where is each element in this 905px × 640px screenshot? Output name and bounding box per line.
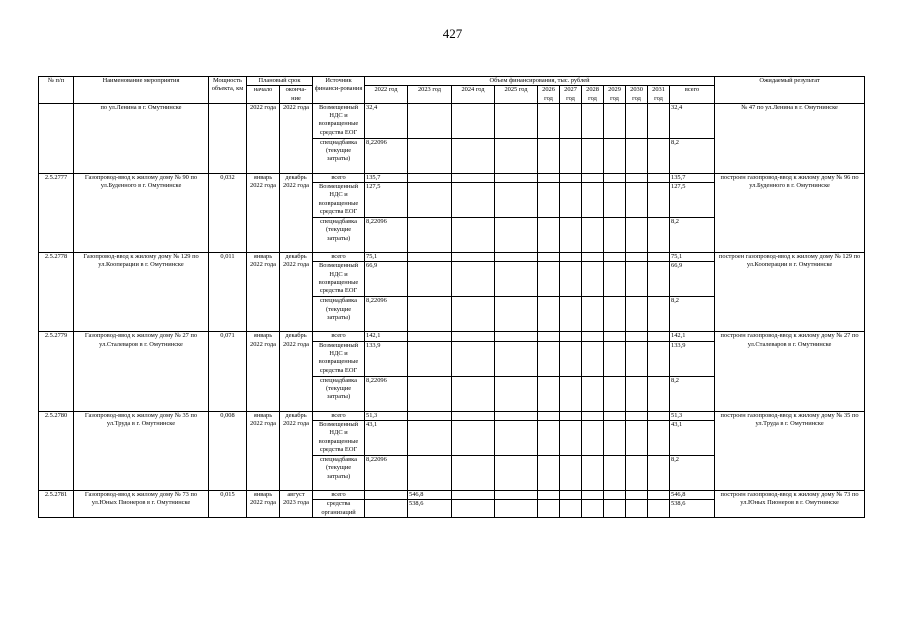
source-label: спецнадбавка (текущие затраты) [313, 297, 365, 332]
start-date: 2022 года [247, 103, 280, 173]
table-row: 2.5.2781 Газопровод-ввод к жилому дому № 73 по ул.Юных Пионеров в г. Омутнинске 0,015 январь 2022 года август 2023 года всего 546,8 546,8 построен газопровод-ввод к жилому дому № 73 по ул.Юных Пионеров в г. Омутнинске [39, 491, 865, 500]
project-num: 2.5.2778 [39, 253, 74, 332]
source-label: средства организаций [313, 500, 365, 518]
table-row: 2.5.2779 Газопровод-ввод к жилому дому № 27 по ул.Сталеваров в г. Омутнинске 0,071 январь 2022 года декабрь 2022 года всего 142,1 142,1 построен газопровод-ввод к жилому дому № 27 по ул.Сталеваров в г. Омутнинске [39, 332, 865, 341]
page-number: 427 [442, 26, 463, 41]
table-row: Возмещенный НДС и возвращенные средства ЕОГ 43,1 43,1 [39, 421, 865, 456]
funding-table [38, 76, 865, 518]
table-row: Возмещенный НДС и возвращенные средства ЕОГ 127,5 127,5 [39, 183, 865, 218]
col-plan-term-header: Плановый срок [247, 77, 313, 86]
col-funding-header: Объем финансирования, тыс. рублей [365, 77, 715, 86]
year-header: 2031 год [648, 86, 670, 104]
start-date: январь 2022 года [247, 332, 280, 411]
col-source-header: Источник финанси-рования [313, 77, 365, 104]
source-label: Возмещенный НДС и возвращенные средства ЕОГ [313, 262, 365, 297]
year-header: 2023 год [408, 86, 452, 104]
year-header: 2022 год [365, 86, 408, 104]
project-num: 2.5.2780 [39, 411, 74, 490]
source-label: всего [313, 491, 365, 500]
col-capacity-header: Мощность объекта, км [209, 77, 247, 104]
source-label: спецнадбавка (текущие затраты) [313, 218, 365, 253]
expected-result: № 47 по ул.Ленина в г. Омутнинске [715, 103, 865, 173]
table-row: спецнадбавка (текущие затраты) 8,22096 8,2 [39, 218, 865, 253]
expected-result: построен газопровод-ввод к жилому дому № 96 по ул.Буденного в г. Омутнинске [715, 173, 865, 252]
end-date: декабрь 2022 года [280, 332, 313, 411]
source-label: Возмещенный НДС и возвращенные средства ЕОГ [313, 183, 365, 218]
year-header: 2028 год [582, 86, 604, 104]
end-date: август 2023 года [280, 491, 313, 518]
start-date: январь 2022 года [247, 173, 280, 252]
col-num-header: № п/п [39, 77, 74, 104]
col-name-header: Наименование мероприятия [74, 77, 209, 104]
source-label: спецнадбавка (текущие затраты) [313, 456, 365, 491]
project-name: Газопровод-ввод к жилому дому № 27 по ул.Сталеваров в г. Омутнинске [74, 332, 209, 411]
end-date: декабрь 2022 года [280, 411, 313, 490]
table-row: спецнадбавка (текущие затраты) 8,22096 8,2 [39, 297, 865, 332]
end-date: 2022 года [280, 103, 313, 173]
project-num: 2.5.2781 [39, 491, 74, 518]
project-name: Газопровод-ввод к жилому дому № 73 по ул.Юных Пионеров в г. Омутнинске [74, 491, 209, 518]
table-row: спецнадбавка (текущие затраты) 8,22096 8,2 [39, 456, 865, 491]
expected-result: построен газопровод-ввод к жилому дому № 129 по ул.Кооперации в г. Омутнинске [715, 253, 865, 332]
project-num: 2.5.2777 [39, 173, 74, 252]
start-date: январь 2022 года [247, 253, 280, 332]
year-header: 2024 год [452, 86, 495, 104]
project-capacity: 0,071 [209, 332, 247, 411]
expected-result: построен газопровод-ввод к жилому дому № 73 по ул.Юных Пионеров в г. Омутнинске [715, 491, 865, 518]
project-num: 2.5.2779 [39, 332, 74, 411]
start-date: январь 2022 года [247, 491, 280, 518]
project-name: Газопровод-ввод к жилому дому № 90 по ул.Буденного в г. Омутнинске [74, 173, 209, 252]
project-name: по ул.Ленина в г. Омутнинске [74, 103, 209, 173]
header-row-1 [39, 77, 865, 86]
year-header: 2029 год [604, 86, 626, 104]
source-label: спецнадбавка (текущие затраты) [313, 376, 365, 411]
year-header: 2026 год [538, 86, 560, 104]
year-header: 2027 год [560, 86, 582, 104]
source-label: всего [313, 173, 365, 182]
source-label: спецнадбавка (текущие затраты) [313, 138, 365, 173]
end-date: декабрь 2022 года [280, 253, 313, 332]
source-label: всего [313, 411, 365, 420]
col-end-header: оконча-ние [280, 86, 313, 104]
source-label: Возмещенный НДС и возвращенные средства ЕОГ [313, 421, 365, 456]
source-label: всего [313, 332, 365, 341]
table-row: по ул.Ленина в г. Омутнинске 2022 года 2022 года Возмещенный НДС и возвращенные средства ЕОГ 32,4 32,4 № 47 по ул.Ленина в г. Омутнинске [39, 103, 865, 138]
table-row: средства организаций 538,6 538,6 [39, 500, 865, 518]
project-name: Газопровод-ввод к жилому дому № 129 по ул.Кооперации в г. Омутнинске [74, 253, 209, 332]
total-header: всего [670, 86, 715, 104]
col-result-header: Ожидаемый результат [715, 77, 865, 104]
table-row: спецнадбавка (текущие затраты) 8,22096 8,2 [39, 138, 865, 173]
source-label: Возмещенный НДС и возвращенные средства ЕОГ [313, 341, 365, 376]
source-label: Возмещенный НДС и возвращенные средства ЕОГ [313, 103, 365, 138]
project-capacity: 0,011 [209, 253, 247, 332]
table-row: Возмещенный НДС и возвращенные средства ЕОГ 66,9 66,9 [39, 262, 865, 297]
expected-result: построен газопровод-ввод к жилому дому № 35 по ул.Труда в г. Омутнинске [715, 411, 865, 490]
table-row: 2.5.2780 Газопровод-ввод к жилому дому № 35 по ул.Труда в г. Омутнинске 0,008 январь 2022 года декабрь 2022 года всего 51,3 51,3 построен газопровод-ввод к жилому дому № 35 по ул.Труда в г. Омутнинске [39, 411, 865, 420]
year-header: 2030 год [626, 86, 648, 104]
year-header: 2025 год [495, 86, 538, 104]
table-row: спецнадбавка (текущие затраты) 8,22096 8,2 [39, 376, 865, 411]
table-row: 2.5.2777 Газопровод-ввод к жилому дому № 90 по ул.Буденного в г. Омутнинске 0,032 январь 2022 года декабрь 2022 года всего 135,7 135,7 построен газопровод-ввод к жилому дому № 96 по ул.Буденного в г. Омутнинске [39, 173, 865, 182]
project-capacity: 0,008 [209, 411, 247, 490]
table-row: Возмещенный НДС и возвращенные средства ЕОГ 133,9 133,9 [39, 341, 865, 376]
start-date: январь 2022 года [247, 411, 280, 490]
project-name: Газопровод-ввод к жилому дому № 35 по ул.Труда в г. Омутнинске [74, 411, 209, 490]
col-start-header: начало [247, 86, 280, 104]
table-row: 2.5.2778 Газопровод-ввод к жилому дому № 129 по ул.Кооперации в г. Омутнинске 0,011 январь 2022 года декабрь 2022 года всего 75,1 75,1 построен газопровод-ввод к жилому дому № 129 по ул.Кооперации в г. Омутнинске [39, 253, 865, 262]
expected-result: построен газопровод-ввод к жилому дому № 27 по ул.Сталеваров в г. Омутнинске [715, 332, 865, 411]
project-capacity: 0,015 [209, 491, 247, 518]
project-capacity: 0,032 [209, 173, 247, 252]
source-label: всего [313, 253, 365, 262]
end-date: декабрь 2022 года [280, 173, 313, 252]
